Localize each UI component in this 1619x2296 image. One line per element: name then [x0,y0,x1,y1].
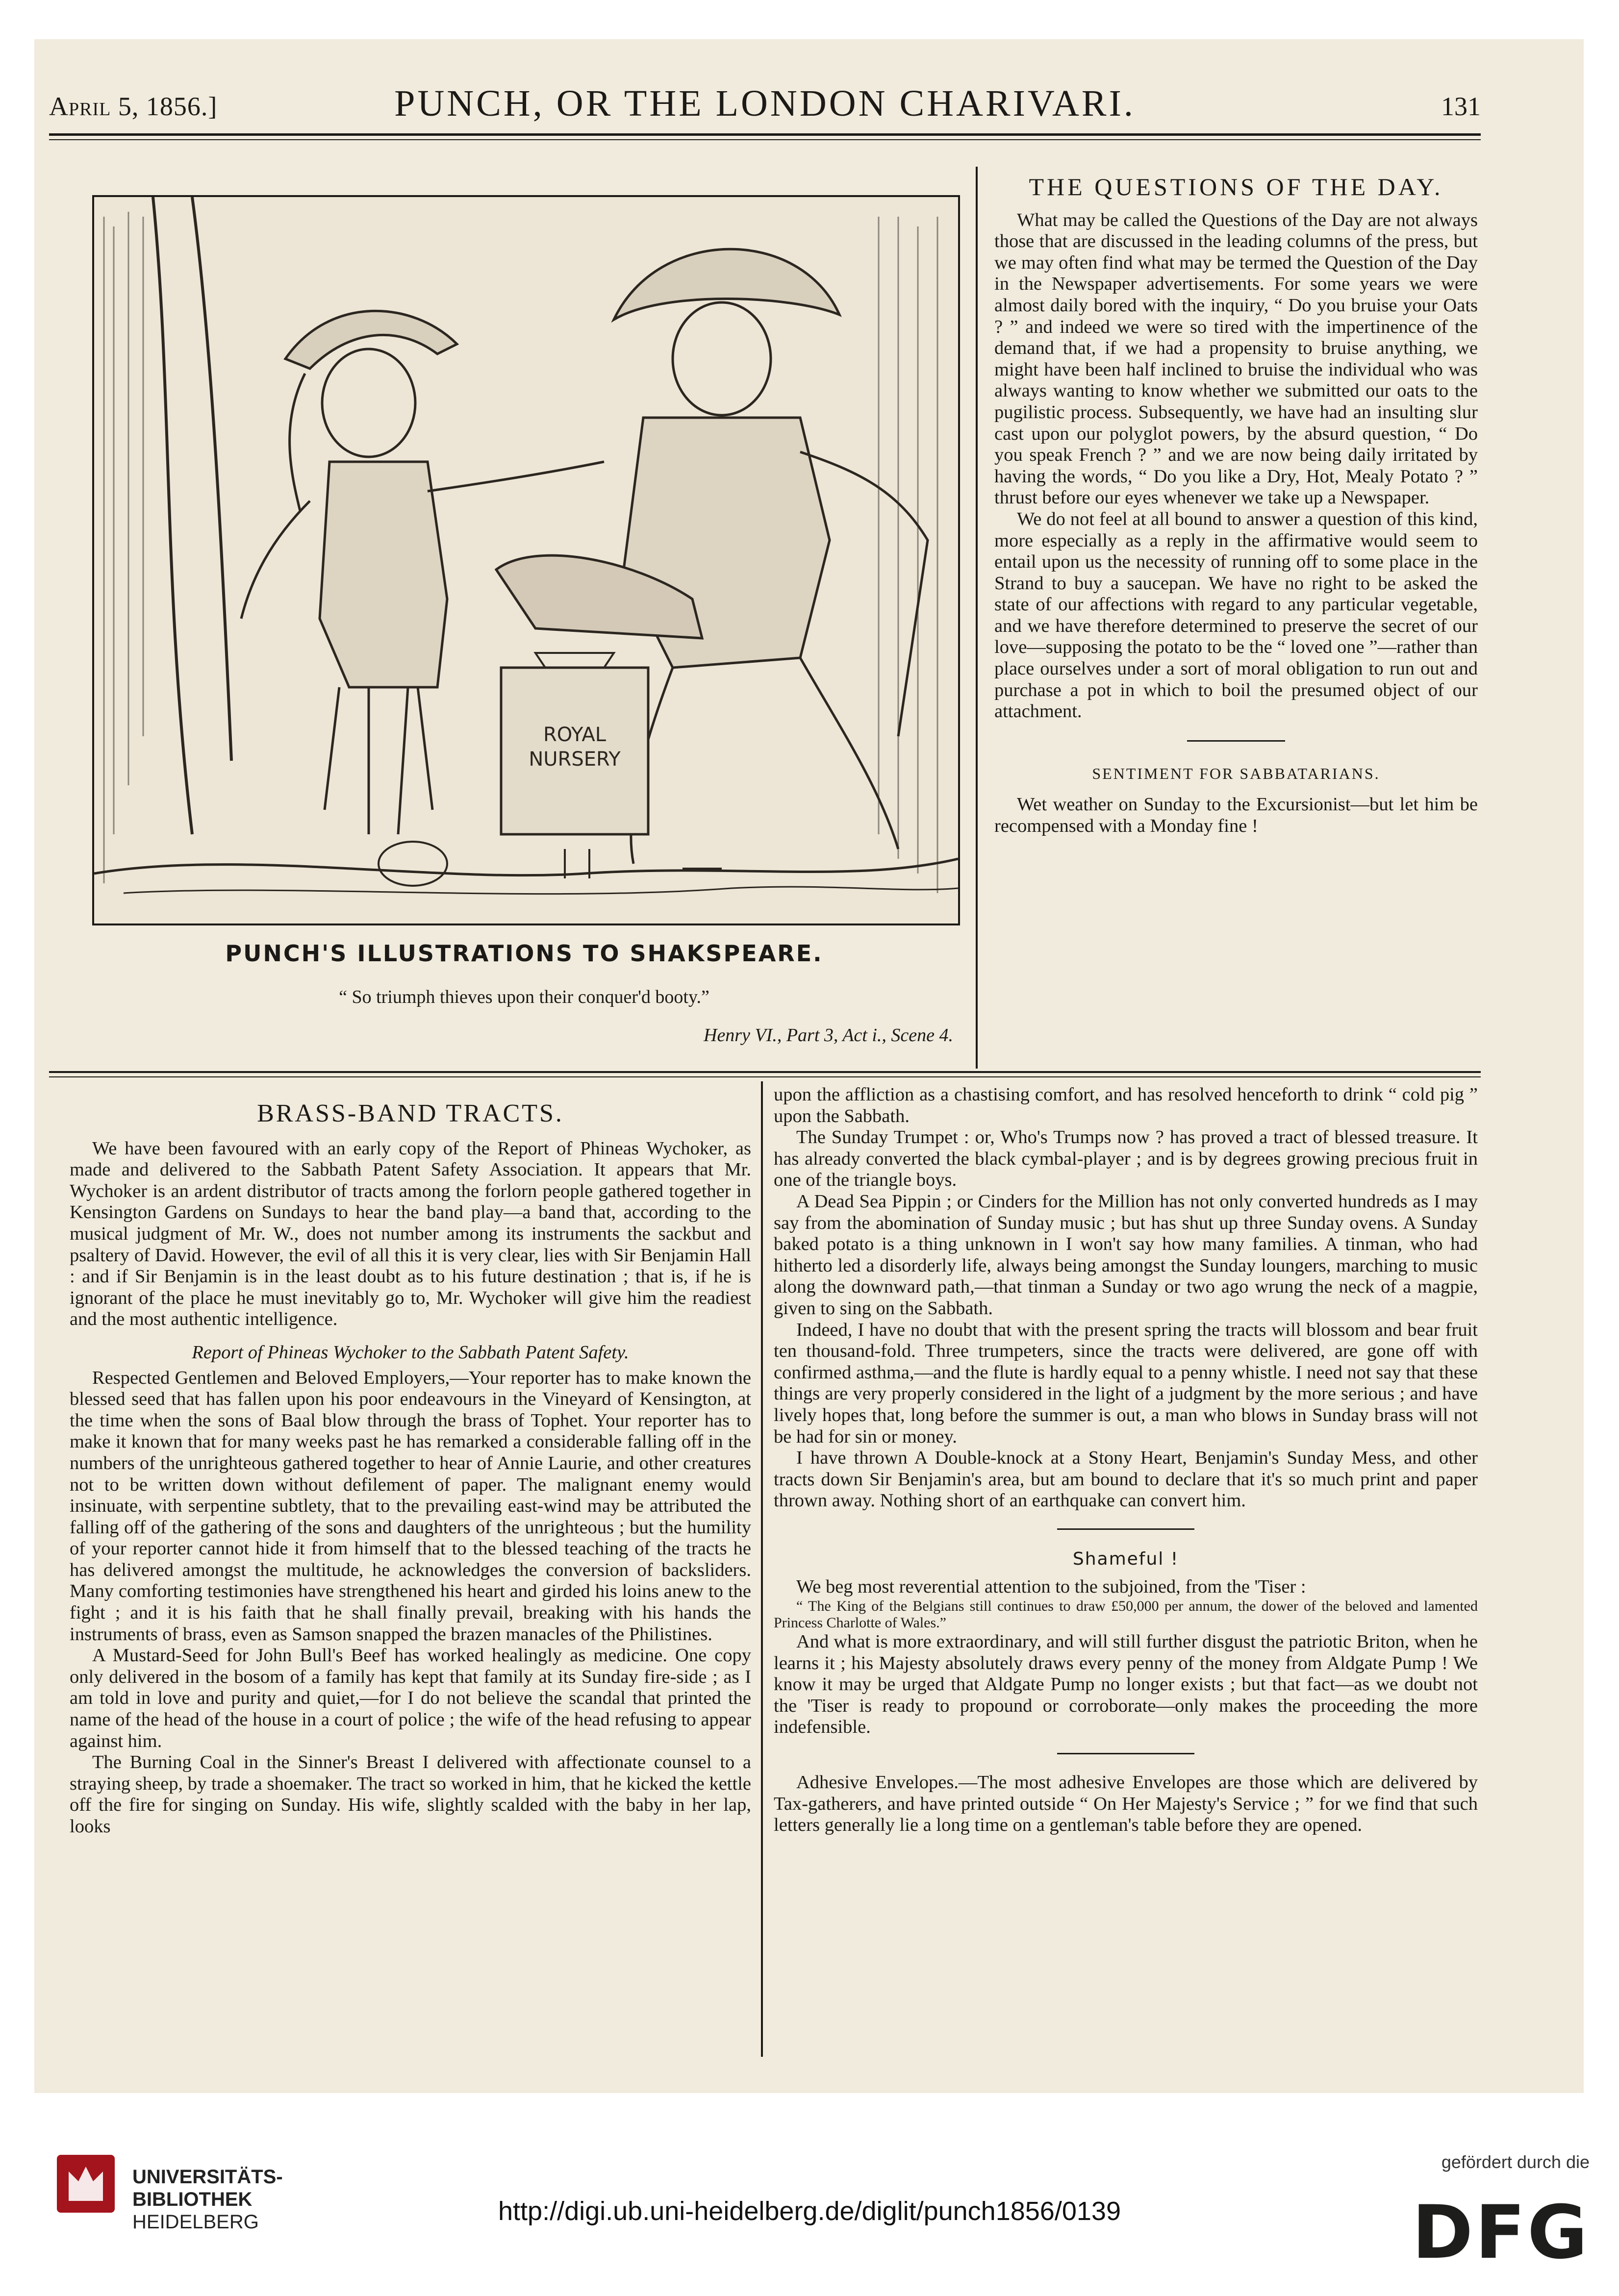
library-name-line3: HEIDELBERG [132,2211,259,2233]
questions-paragraph-1: What may be called the Questions of the Day are not always those that are discussed in the leading columns of the press, but we may often find what may be termed the Question of the Day in the Newspaper advertisements. For some years we were almost daily bored with the inquiry, “ Do you bruise your Oats ? ” and indeed we were so tired with the impertinence of the demand that, if we had a propensity to bruise anything, we might have been half inclined to bruise the individual who was always wanting to know whether we submitted our oats to the pugilistic process. Subsequently, we have had an insulting slur cast upon our polyglot powers, by the absurd question, “ Do you speak French ? ” and we are now being daily irritated by having the words, “ Do you like a Dry, Hot, Mealy Potato ? ” thrust before our eyes whenever we take up a Newspaper. [994,209,1478,508]
column-divider-top [976,167,978,1069]
sentiment-heading: SENTIMENT FOR SABBATARIANS. [1092,764,1380,782]
brass-band-paragraph-6: The Sunday Trumpet : or, Who's Trumps now ? has proved a tract of blessed treasure. It has already converted the black cymbal-player ; and is by degrees growing precious fruit in one of the triangle boys. [774,1127,1478,1191]
brass-band-column-left [70,1099,751,1838]
library-name-line2: BIBLIOTHEK [132,2189,253,2210]
questions-heading: THE QUESTIONS OF THE DAY. [1029,173,1443,200]
cradle-sign-line1: ROYAL [543,724,607,746]
shameful-paragraph-2: And what is more extraordinary, and will still further disgust the patriotic Briton, when he learns it ; his Majesty absolutely draws every penny of the money from Aldgate Pump ! We know it may be urged that Aldgate Pump no longer exists ; but that fact—as we doubt not the 'Tiser is ready to propound or corroborate—only makes the proceeding the more indefensible. [774,1631,1478,1738]
section-rule [1057,1528,1194,1530]
brass-band-paragraph-2: Respected Gentlemen and Beloved Employers,—Your reporter has to make known the blessed seed that has fallen upon his poor endeavours in the Vineyard of Kensington, at the time when the sons of Baal blow through the brass of Tophet. Your reporter has to make it known that for many weeks past he has remarked a considerable falling off in the numbers of the unrighteous gathered together to hear of Annie Laurie, and other creatures not to be written down without defilement of paper. The malignant enemy would insinuate, with serpentine subtlety, that to the prevailing east-wind may be attributed the falling off of the gathering of the sons and daughters of the unrighteous ; but the humility of your reporter cannot hide it from himself that to the blessed teaching of the tracts he has delivered amongst the multitude, he acknowledges the conversion of backsliders. Many comforting testimonies have strengthened his heart and girded his loins anew to the fight ; and it is his faith that he shall finally prevail, breaking with his hands the instruments of brass, even as Samson snapped the brazen manacles of the Philistines. [70,1367,751,1645]
brass-band-column-right [774,1084,1478,1836]
questions-paragraph-2: We do not feel at all bound to answer a question of this kind, more especially as a reply in the affirmative would seem to entail upon us the necessity of running off to some place in the Strand to buy a saucepan. We have no right to be asked the state of our affections with regard to any particular vegetable, and we have therefore determined to preserve the secret of our love—supposing the potato to be the “ loved one ”—rather than place ourselves under a sort of moral obligation to run out and purchase a pot in which to boil the presumed object of our attachment. [994,508,1478,722]
section-rule [1187,740,1285,742]
adhesive-envelopes-text: Adhesive Envelopes.—The most adhesive Envelopes are those which are delivered by Tax-gatherers, and have printed outside “ On Her Majesty's Service ; ” for we find that such letters generally lie a long time on a gentleman's table before they are opened. [774,1772,1478,1836]
cartoon-drawing [94,197,958,923]
cartoon-caption-quote: “ So triumph thieves upon their conquer'd booty.” [339,987,709,1007]
cartoon-caption-source: Henry VI., Part 3, Act i., Scene 4. [704,1025,953,1046]
questions-column [994,173,1478,837]
brass-band-paragraph-1: We have been favoured with an early copy of the Report of Phineas Wychoker, as made and delivered to the Sabbath Patent Safety Association. It appears that Mr. Wychoker is an ardent distributor of tracts among the forlorn people gathered together in Kensington Gardens on Sundays to hear the band play—a band that, according to the musical judgment of Mr. W., does not number among its instruments the sackbut and psaltery of David. However, the evil of all this it is very clear, lies with Sir Benjamin Hall : and if Sir Benjamin is in the least doubt as to his future destination ; that is, if he is ignorant of the place he must inevitably go to, Mr. Wychoker will give him the readiest and the most authentic intelligence. [70,1138,751,1330]
shameful-paragraph-1: We beg most reverential attention to the subjoined, from the 'Tiser : [796,1576,1306,1597]
cartoon-illustration [92,195,960,925]
running-header [49,82,1481,126]
sentiment-text: Wet weather on Sunday to the Excursionist—but let him be recompensed with a Monday fine ! [994,794,1478,837]
shameful-quote: “ The King of the Belgians still continues to draw £50,000 per annum, the dower of the beloved and lamented Princess Charlotte of Wales.” [774,1598,1478,1631]
brass-band-paragraph-8: Indeed, I have no doubt that with the present spring the tracts will blossom and bear fruit ten thousand-fold. Three trumpeters, since the tracts were delivered, are gone off with confirmed asthma,—and the flute is hardly equal to a penny whistle. I need not say that these things are very properly considered in the light of a judgment by the more serious ; and have lively hopes that, long before the summer is out, a man who blows in Sunday brass will not be had for sin or money. [774,1319,1478,1447]
library-name-line1: UNIVERSITÄTS- [132,2166,283,2188]
header-rule-thick [49,133,1481,136]
report-title: Report of Phineas Wychoker to the Sabbath Patent Safety. [192,1342,629,1363]
issue-date: April 5, 1856.] [49,92,218,121]
brass-band-paragraph-9: I have thrown A Double-knock at a Stony Heart, Benjamin's Sunday Mess, and other tracts down Sir Benjamin's area, but am bound to declare that it's so much print and paper thrown away. Nothing short of an earthquake can convert him. [774,1447,1478,1511]
header-rule-thin [49,139,1481,140]
shameful-heading: Shameful ! [1072,1548,1179,1569]
section-rule [1057,1753,1194,1754]
dfg-logo: DFG [1412,2190,1590,2275]
brass-band-paragraph-4: The Burning Coal in the Sinner's Breast I delivered with affectionate counsel to a straying sheep, by trade a shoemaker. The tract so worked in him, that he kicked the kettle off the fire for singing on Sunday. His wife, slightly scalded with the baby in her lap, looks [70,1752,751,1837]
brass-band-paragraph-7: A Dead Sea Pippin ; or Cinders for the Million has not only converted hundreds as I may say from the abomination of Sunday music ; but has shut up three Sunday ovens. A Sunday baked potato is a thing unknown in I won't say how many families. A tinman, who had hitherto led a disorderly life, always being amongst the Sunday loungers, marching to music along the downward path,—that tinman a Sunday or two ago wrung the neck of a magpie, given to sing on the Sabbath. [774,1191,1478,1319]
column-divider-bottom [761,1081,763,2057]
brass-band-paragraph-5: upon the affliction as a chastising comfort, and has resolved henceforth to drink “ cold pig ” upon the Sabbath. [774,1084,1478,1126]
cradle-sign-line2: NURSERY [529,748,621,771]
mid-rule-thick [49,1071,1481,1073]
funding-note: gefördert durch die [1441,2152,1590,2172]
cartoon-caption-title: PUNCH'S ILLUSTRATIONS TO SHAKSPEARE. [225,940,823,967]
source-url-link[interactable]: http://digi.ub.uni-heidelberg.de/diglit/punch1856/0139 [498,2196,1121,2226]
brass-band-heading: BRASS-BAND TRACTS. [257,1099,564,1127]
brass-band-paragraph-3: A Mustard-Seed for John Bull's Beef has worked healingly as medicine. One copy only delivered in the bosom of a family has kept that family at its Sunday fire-side ; as I am told in love and purity and quiet,—for I do not believe the scandal that printed the name of the head of the house in a court of police ; the wife of the head refusing to appear against him. [70,1645,751,1751]
masthead-title: PUNCH, OR THE LONDON CHARIVARI. [394,83,1136,124]
mid-rule-thin [49,1076,1481,1077]
page-number: 131 [1441,92,1481,121]
digitization-footer [0,2122,1619,2296]
